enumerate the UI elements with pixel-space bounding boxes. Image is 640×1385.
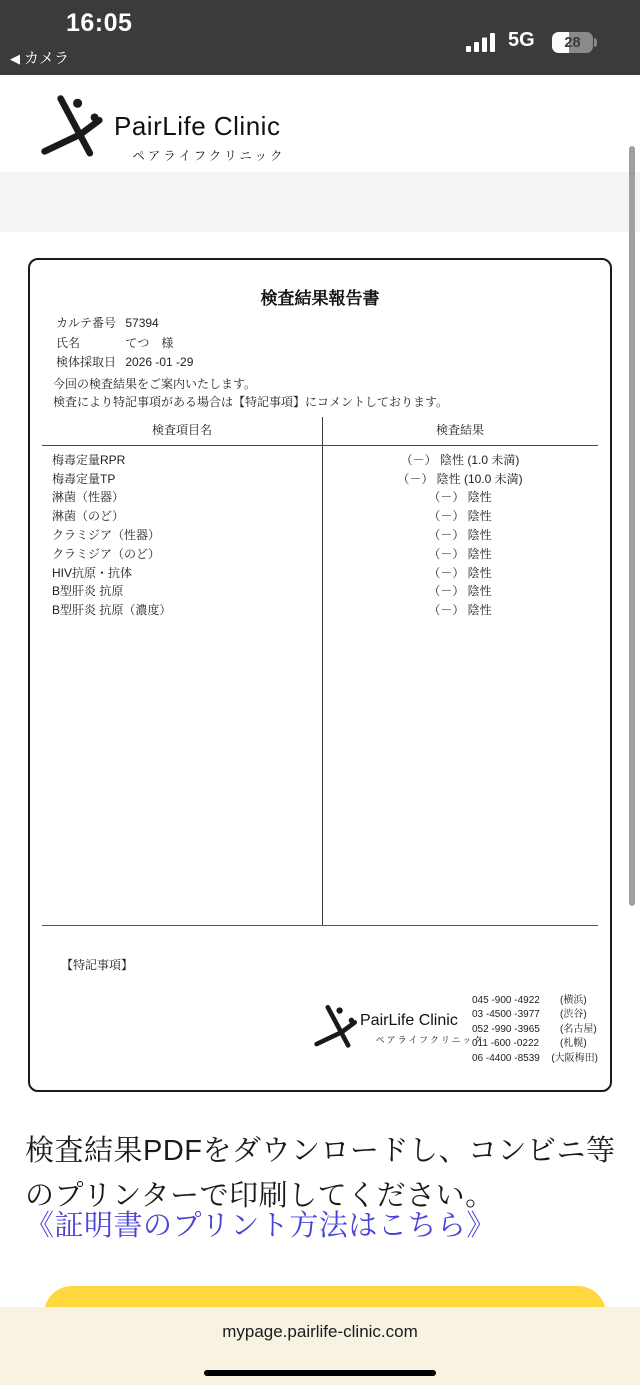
status-bar: [0, 0, 640, 75]
battery-icon: [552, 32, 593, 53]
address-bar[interactable]: mypage.pairlife-clinic.com: [222, 1322, 418, 1341]
test-item-name: 梅毒定量RPR: [52, 452, 126, 467]
test-result-report-card: [28, 258, 612, 1092]
table-header-underline: [42, 445, 598, 446]
battery-percent-label: 28: [564, 34, 581, 51]
test-item-name: 梅毒定量TP: [52, 471, 116, 486]
print-howto-link[interactable]: 《証明書のプリント方法はこちら》: [25, 1210, 496, 1242]
back-to-app-button[interactable]: [10, 47, 69, 68]
clinic-phone-list: [472, 994, 598, 1066]
table-row: [42, 506, 598, 525]
phone-row: [472, 1008, 598, 1022]
pairlife-clinic-logo-icon: [38, 91, 104, 157]
test-result: （－） 陰性: [428, 565, 492, 580]
field-value: 57394: [125, 316, 159, 330]
brand-name: PairLife Clinic: [114, 111, 281, 141]
intro-line: 今回の検査結果をご案内いたします。: [53, 377, 257, 391]
test-result: （－） 陰性: [428, 584, 492, 599]
phone-row: [472, 1052, 598, 1066]
cellular-signal-icon: [466, 33, 500, 52]
phone-location: (渋谷): [560, 1009, 587, 1021]
test-item-name: HIV抗原・抗体: [52, 565, 133, 580]
test-item-name: 淋菌（性器）: [52, 490, 125, 505]
test-result: （－） 陰性 (10.0 未満): [397, 471, 523, 486]
table-row: [42, 582, 598, 601]
test-result: （－） 陰性: [428, 509, 492, 524]
footer-brand-name-japanese: ペアライフクリニック: [375, 1035, 485, 1045]
test-result: （－） 陰性: [428, 490, 492, 505]
footer-brand-name: PairLife Clinic: [360, 1012, 458, 1029]
download-instructions-text: 検査結果PDFをダウンロードし、コンビニ等のプリンターで印刷してください。: [25, 1135, 616, 1212]
table-row: [42, 488, 598, 507]
phone-number: 011 -600 -0222: [472, 1038, 540, 1050]
table-header-row: [42, 421, 598, 439]
field-label: 検体採取日: [56, 355, 117, 369]
home-indicator[interactable]: [204, 1370, 436, 1376]
phone-number: 052 -990 -3965: [472, 1023, 540, 1035]
test-result: （－） 陰性: [428, 546, 492, 561]
table-row: [42, 600, 598, 619]
phone-location: (大阪梅田): [551, 1052, 598, 1064]
table-body: [42, 450, 598, 619]
results-table: [42, 417, 598, 926]
special-notes-label: 【特記事項】: [61, 958, 134, 972]
test-item-name: 淋菌（のど）: [52, 509, 125, 524]
table-row: [42, 563, 598, 582]
test-result: （－） 陰性: [428, 603, 492, 618]
column-header-result: 検査結果: [435, 423, 484, 437]
intro-paragraph: [53, 376, 448, 411]
phone-row: [472, 1023, 598, 1037]
browser-bottom-bar: [0, 1307, 640, 1385]
table-row: [42, 450, 598, 469]
phone-number: 06 -4400 -8539: [472, 1052, 540, 1064]
field-value: 2026 -01 -29: [125, 355, 194, 369]
test-item-name: B型肝炎 抗原（濃度）: [52, 603, 172, 618]
field-value: てつ 様: [125, 336, 174, 350]
phone-number: 03 -4500 -3977: [472, 1009, 540, 1021]
phone-location: (札幌): [560, 1038, 587, 1050]
page-gray-band: [0, 172, 640, 232]
page-scrollbar[interactable]: [629, 146, 635, 906]
brand-name-japanese: ペアライフクリニック: [132, 149, 286, 163]
phone-location: (横浜): [560, 995, 587, 1006]
battery-nub: [594, 38, 597, 47]
column-header-item: 検査項目名: [151, 423, 212, 437]
test-item-name: クラミジア（性器）: [52, 528, 161, 543]
app-header: [0, 75, 640, 172]
back-to-app-label: カメラ: [24, 50, 70, 67]
test-result: （－） 陰性: [428, 528, 492, 543]
back-triangle-icon: ◀: [10, 51, 20, 66]
field-label: カルテ番号: [56, 316, 117, 330]
field-chart-number: [56, 314, 159, 329]
test-item-name: クラミジア（のど）: [52, 546, 161, 561]
phone-location: (名古屋): [560, 1023, 597, 1035]
phone-row: [472, 994, 598, 1008]
field-label: 氏名: [56, 336, 81, 350]
pairlife-clinic-logo-icon: [312, 1002, 358, 1048]
phone-row: [472, 1037, 598, 1051]
report-title: 検査結果報告書: [260, 289, 380, 308]
test-result: （－） 陰性 (1.0 未満): [400, 452, 520, 467]
phone-number: 045 -900 -4922: [472, 995, 540, 1006]
network-type-label: 5G: [508, 29, 535, 51]
brand-block: [114, 111, 304, 164]
field-patient-name: [56, 334, 173, 349]
table-row: [42, 469, 598, 488]
field-sample-date: [56, 353, 193, 368]
intro-line: 検査により特記事項がある場合は【特記事項】にコメントしております。: [53, 394, 449, 409]
table-row: [42, 525, 598, 544]
test-item-name: B型肝炎 抗原: [52, 584, 124, 599]
status-time: 16:05: [66, 9, 133, 37]
table-row: [42, 544, 598, 563]
